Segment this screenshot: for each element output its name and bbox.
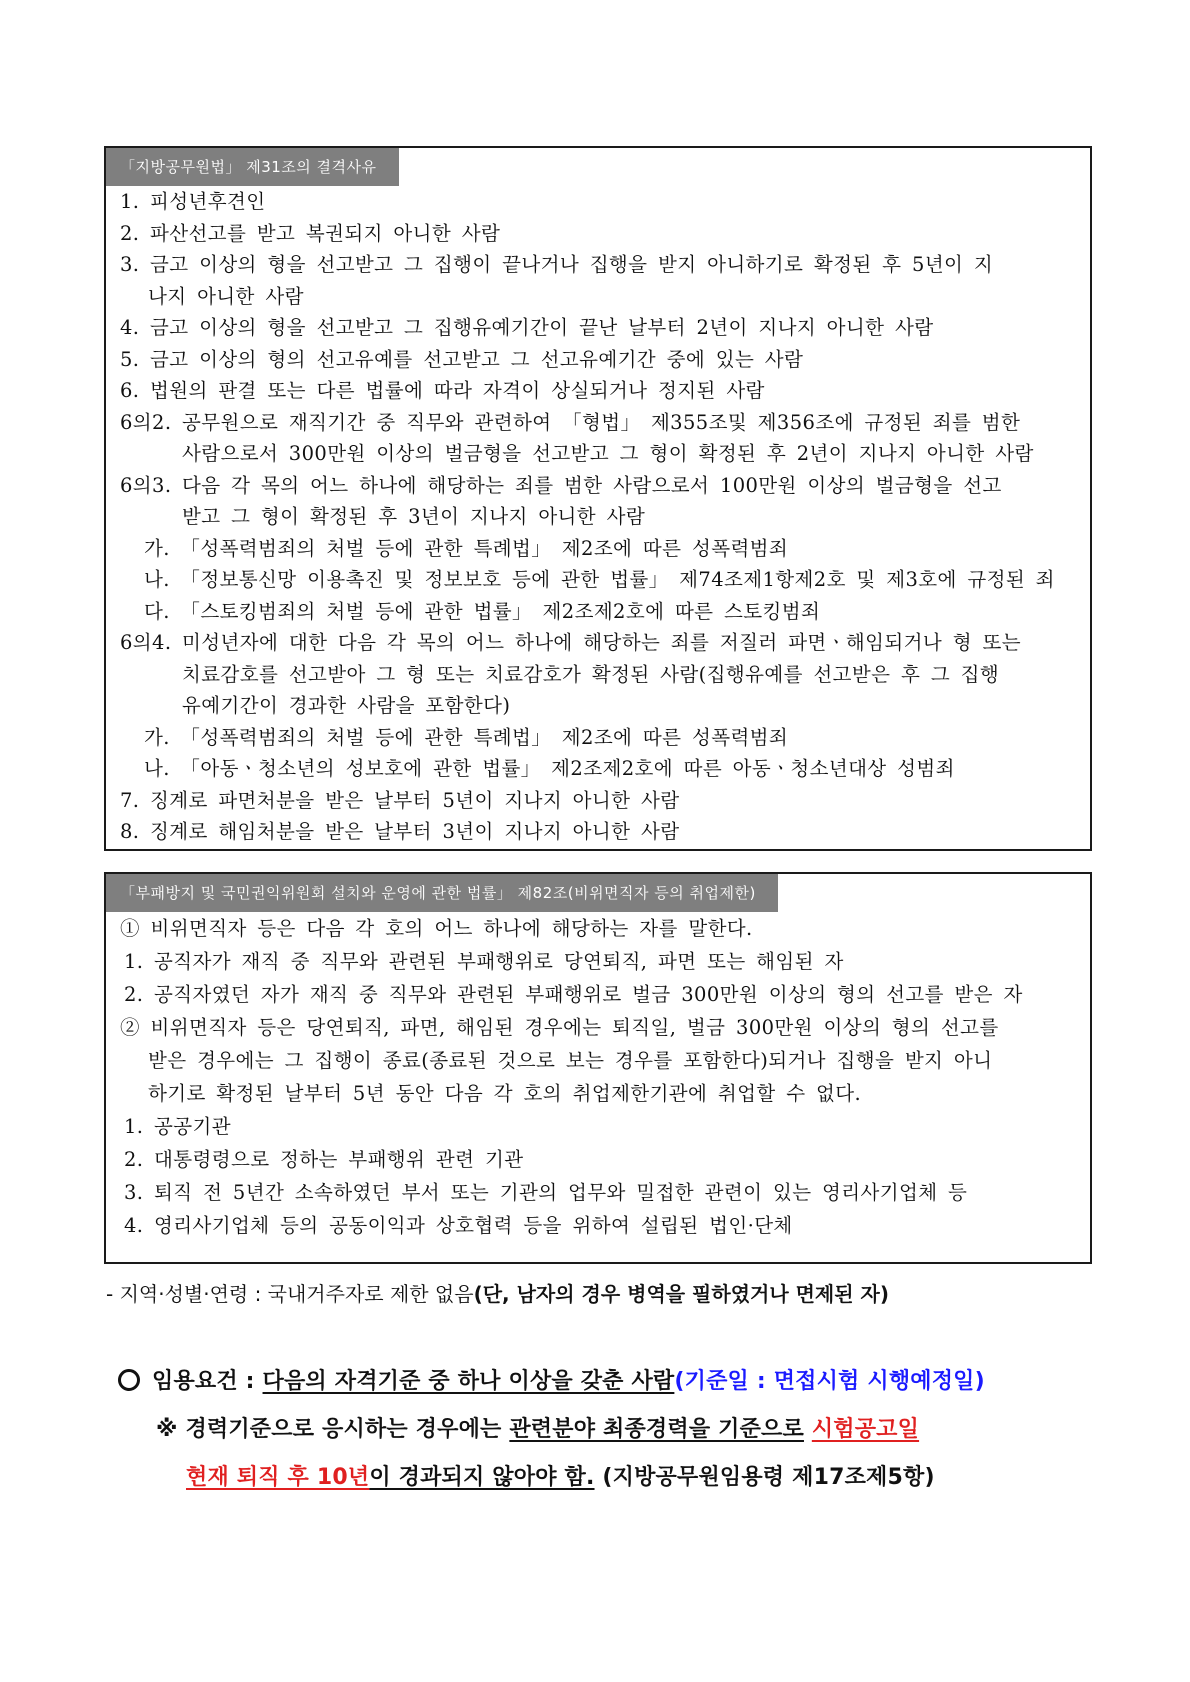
sub-list-item: 가. 「성폭력범죄의 처벌 등에 관한 특례법」 제2조에 따른 성폭력범죄	[144, 536, 789, 560]
career-note-red-2: 현재 퇴직 후 10년	[186, 1465, 370, 1490]
list-item-continuation: 유예기간이 경과한 사람을 포함한다)	[182, 694, 511, 717]
list-item: 6의3. 다음 각 목의 어느 하나에 해당하는 죄를 범한 사람으로서 100만원 이상의 벌금형을 선고	[120, 473, 1002, 497]
list-item: 6의2. 공무원으로 재직기간 중 직무와 관련하여 「형법」 제355조및 제356조에 규정된 죄를 범한	[120, 410, 1021, 434]
career-note-prefix: ※ 경력기준으로 응시하는 경우에는	[156, 1417, 510, 1442]
list-item: 4. 영리사기업체 등의 공동이익과 상호협력 등을 위하여 설립된 법인·단체	[124, 1214, 793, 1237]
career-note-line-1	[156, 1408, 919, 1452]
disqualification-box	[104, 146, 1092, 851]
list-item: 6의4. 미성년자에 대한 다음 각 목의 어느 하나에 해당하는 죄를 저질러 파면ㆍ해임되거나 형 또는	[120, 631, 1021, 654]
list-item: 2. 공직자였던 자가 재직 중 직무와 관련된 부패행위로 벌금 300만원 이상의 형의 선고를 받은 자	[124, 983, 1023, 1006]
circle-bullet-icon	[118, 1369, 140, 1391]
list-item-continuation: 나지 아니한 사람	[148, 284, 304, 308]
career-note-mid: 이 경과되지 않아야 함.	[369, 1465, 595, 1490]
employment-restriction-box	[104, 872, 1092, 1264]
disqualification-list	[106, 186, 1090, 848]
list-item: 6. 법원의 판결 또는 다른 법률에 따라 자격이 상실되거나 정지된 사람	[120, 379, 765, 402]
appointment-requirement	[118, 1360, 985, 1404]
sub-list-item: 나. 「아동ㆍ청소년의 성보호에 관한 법률」 제2조제2호에 따른 아동ㆍ청소년대상 성범죄	[144, 757, 955, 780]
employment-restriction-header: 「부패방지 및 국민권익위원회 설치와 운영에 관한 법률」 제82조(비위면직자 등의 취업제한)	[106, 874, 778, 912]
clause-continuation: 받은 경우에는 그 집행이 종료(종료된 것으로 보는 경우를 포함한다)되거나 집행을 받지 아니	[148, 1049, 993, 1072]
note-prefix: - 지역·성별·연령 : 국내거주자로 제한 없음	[106, 1282, 474, 1306]
requirement-basis-date: (기준일 : 면접시험 시행예정일)	[674, 1369, 985, 1394]
list-item: 1. 공공기관	[124, 1115, 231, 1138]
career-note-underlined: 관련분야 최종경력을 기준으로	[509, 1417, 804, 1442]
list-item: 2. 파산선고를 받고 복권되지 아니한 사람	[120, 221, 501, 245]
career-note-red-1: 시험공고일	[811, 1417, 920, 1442]
list-item: 1. 피성년후견인	[120, 190, 266, 213]
list-item-continuation: 사람으로서 300만원 이상의 벌금형을 선고받고 그 형이 확정된 후 2년이 지나지 아니한 사람	[182, 442, 1034, 465]
clause-item: ② 비위면직자 등은 당연퇴직, 파면, 해임된 경우에는 퇴직일, 벌금 300만원 이상의 형의 선고를	[120, 1016, 999, 1039]
list-item: 2. 대통령령으로 정하는 부패행위 관련 기관	[124, 1148, 524, 1171]
list-item: 3. 퇴직 전 5년간 소속하였던 부서 또는 기관의 업무와 밀접한 관련이 있는 영리사기업체 등	[124, 1181, 968, 1204]
sub-list-item: 다. 「스토킹범죄의 처벌 등에 관한 법률」 제2조제2호에 따른 스토킹범죄	[144, 599, 821, 623]
requirement-text: 다음의 자격기준 중 하나 이상을 갖춘 사람	[262, 1369, 675, 1394]
clause-continuation: 하기로 확정된 날부터 5년 동안 다음 각 호의 취업제한기관에 취업할 수 없다.	[148, 1082, 862, 1105]
list-item-continuation: 받고 그 형이 확정된 후 3년이 지나지 아니한 사람	[182, 505, 646, 528]
career-note-end: (지방공무원임용령 제17조제5항)	[594, 1465, 935, 1490]
requirement-label: 임용요건 :	[152, 1369, 263, 1394]
sub-list-item: 나. 「정보통신망 이용촉진 및 정보보호 등에 관한 법률」 제74조제1항제2호 및 제3호에 규정된 죄	[144, 568, 1055, 591]
clause-item: ① 비위면직자 등은 다음 각 호의 어느 하나에 해당하는 자를 말한다.	[120, 917, 753, 940]
region-gender-age-note	[106, 1276, 889, 1312]
list-item: 1. 공직자가 재직 중 직무와 관련된 부패행위로 당연퇴직, 파면 또는 해임된 자	[124, 950, 844, 973]
list-item: 7. 징계로 파면처분을 받은 날부터 5년이 지나지 아니한 사람	[120, 788, 680, 812]
list-item: 8. 징계로 해임처분을 받은 날부터 3년이 지나지 아니한 사람	[120, 820, 680, 843]
list-item: 5. 금고 이상의 형의 선고유예를 선고받고 그 선고유예기간 중에 있는 사람	[120, 347, 804, 371]
list-item: 4. 금고 이상의 형을 선고받고 그 집행유예기간이 끝난 날부터 2년이 지나지 아니한 사람	[120, 316, 934, 339]
disqualification-header: 「지방공무원법」 제31조의 결격사유	[106, 148, 399, 186]
note-military-condition: (단, 남자의 경우 병역을 필하였거나 면제된 자)	[473, 1282, 889, 1306]
sub-list-item: 가. 「성폭력범죄의 처벌 등에 관한 특례법」 제2조에 따른 성폭력범죄	[144, 725, 789, 749]
career-note-line-2	[186, 1456, 935, 1500]
list-item: 3. 금고 이상의 형을 선고받고 그 집행이 끝나거나 집행을 받지 아니하기로 확정된 후 5년이 지	[120, 253, 994, 276]
employment-restriction-list	[106, 912, 1090, 1242]
list-item-continuation: 치료감호를 선고받아 그 형 또는 치료감호가 확정된 사람(집행유예를 선고받은 후 그 집행	[182, 662, 1000, 686]
